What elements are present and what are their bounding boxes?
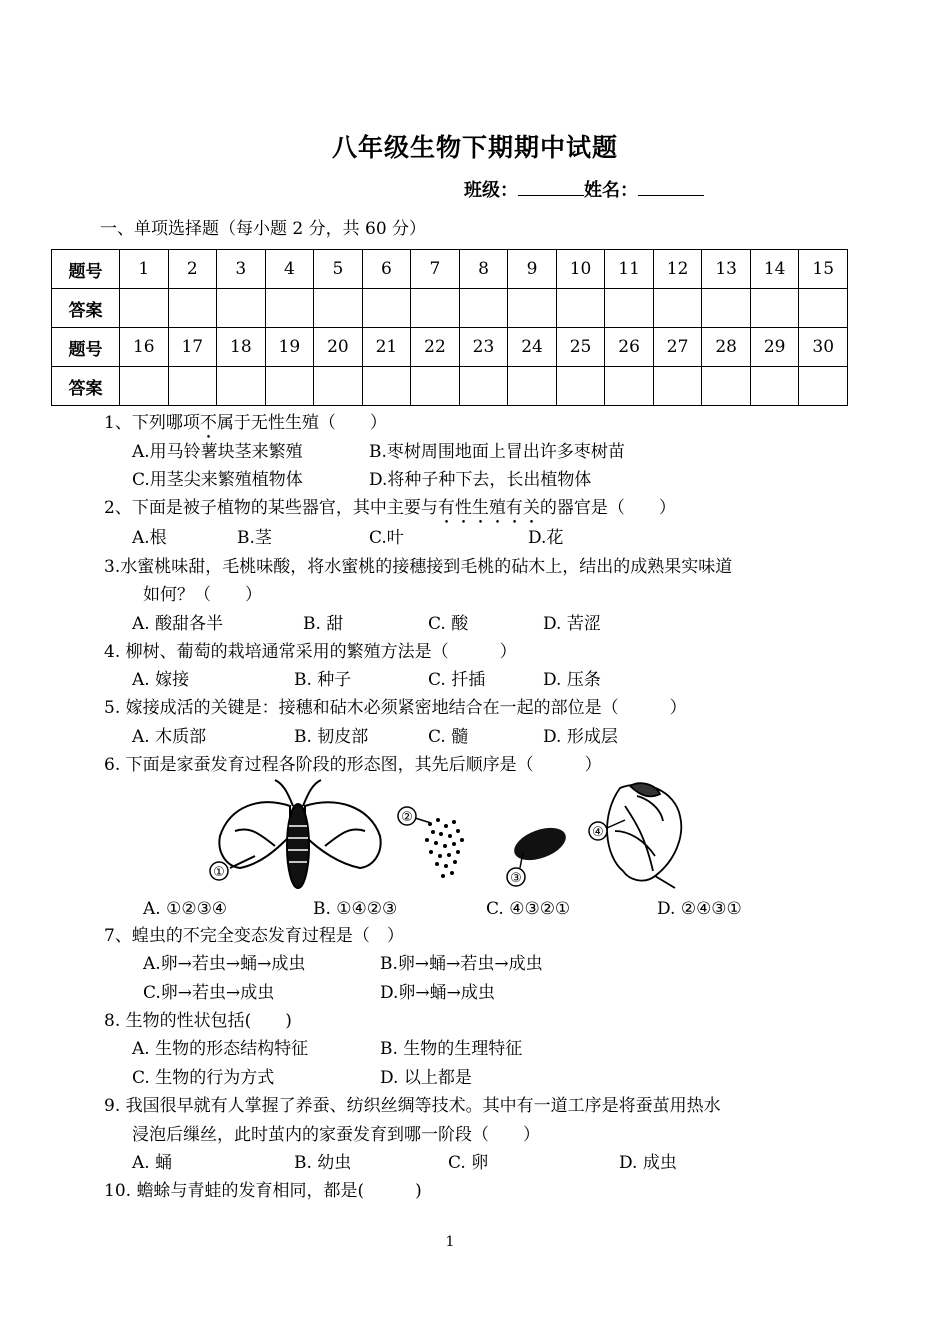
figure-label-4: ④ [592, 825, 604, 840]
question-3-option-d: D. 苦涩 [543, 614, 601, 634]
answer-cell[interactable] [653, 367, 702, 406]
pupa-illustration [510, 822, 570, 868]
answer-cell[interactable] [508, 289, 557, 328]
moth-illustration [219, 780, 380, 888]
question-1-option-d: D.将种子种下去，长出植物体 [369, 470, 592, 490]
table-row-answers-2 [52, 367, 848, 406]
section-heading: 一、单项选择题（每小题 2 分，共 60 分） [100, 219, 427, 239]
question-7-option-b: B.卵→蛹→若虫→成虫 [380, 954, 543, 974]
question-number-cell: 30 [799, 328, 848, 367]
question-number-cell: 2 [168, 250, 217, 289]
name-label: 姓名： [584, 180, 638, 201]
question-2-option-a: A.根 [132, 528, 167, 548]
question-8-stem: 8. 生物的性状包括( ) [104, 1011, 292, 1031]
figure-label-3: ③ [510, 871, 522, 886]
eggs-illustration [425, 818, 464, 878]
question-6-option-c: C. ④③②① [486, 899, 571, 919]
answer-cell[interactable] [799, 367, 848, 406]
row-label-question: 题号 [52, 250, 120, 289]
question-number-cell: 18 [217, 328, 266, 367]
question-1-stem: 1、下列哪项不属于无性生殖（ ） [104, 413, 387, 433]
answer-cell[interactable] [265, 289, 314, 328]
question-number-cell: 1 [120, 250, 169, 289]
answer-cell[interactable] [265, 367, 314, 406]
question-6-option-b: B. ①④②③ [313, 899, 398, 919]
question-number-cell: 23 [459, 328, 508, 367]
silkworm-stages-figure [205, 776, 705, 892]
row-label-answer: 答案 [52, 289, 120, 328]
question-number-cell: 14 [750, 250, 799, 289]
question-5-option-a: A. 木质部 [132, 727, 207, 747]
question-2-option-b: B.茎 [237, 528, 272, 548]
question-7-option-a: A.卵→若虫→蛹→成虫 [143, 954, 306, 974]
class-label: 班级： [464, 180, 518, 201]
answer-cell[interactable] [702, 367, 751, 406]
answer-cell[interactable] [168, 289, 217, 328]
table-row-answers-1 [52, 289, 848, 328]
question-10-stem: 10. 蟾蜍与青蛙的发育相同，都是( ) [104, 1181, 422, 1201]
question-5-option-b: B. 韧皮部 [294, 727, 369, 747]
answer-cell[interactable] [411, 367, 460, 406]
question-2-stem: 2、下面是被子植物的某些器官，其中主要与有性生殖有关的器官是（ ） [104, 498, 676, 518]
question-number-cell: 9 [508, 250, 557, 289]
figure-label-1: ① [213, 865, 225, 880]
question-6-option-a: A. ①②③④ [143, 899, 228, 919]
table-row-numbers-2 [52, 328, 848, 367]
page-number: 1 [445, 1234, 455, 1250]
question-3-stem-line1: 3.水蜜桃味甜，毛桃味酸，将水蜜桃的接穗接到毛桃的砧木上，结出的成熟果实味道 [104, 557, 733, 577]
answer-cell[interactable] [120, 367, 169, 406]
larva-on-leaf-illustration [607, 783, 681, 888]
question-8-option-d: D. 以上都是 [380, 1068, 472, 1088]
answer-cell[interactable] [799, 289, 848, 328]
answer-cell[interactable] [314, 289, 363, 328]
question-1-option-a: A.用马铃薯块茎来繁殖 [132, 442, 303, 462]
question-number-cell: 3 [217, 250, 266, 289]
question-9-option-a: A. 蛹 [132, 1153, 173, 1173]
question-number-cell: 6 [362, 250, 411, 289]
question-3-option-c: C. 酸 [428, 614, 469, 634]
answer-cell[interactable] [750, 367, 799, 406]
question-3-option-b: B. 甜 [303, 614, 344, 634]
page-title: 八年级生物下期期中试题 [331, 133, 618, 162]
question-9-option-b: B. 幼虫 [294, 1153, 352, 1173]
answer-cell[interactable] [605, 289, 654, 328]
answer-cell[interactable] [556, 289, 605, 328]
question-4-option-d: D. 压条 [543, 670, 601, 690]
question-2-option-d: D.花 [528, 528, 564, 548]
question-number-cell: 16 [120, 328, 169, 367]
answer-cell[interactable] [314, 367, 363, 406]
question-6-option-d: D. ②④③① [657, 899, 742, 919]
answer-table [51, 249, 848, 406]
question-number-cell: 21 [362, 328, 411, 367]
answer-cell[interactable] [168, 367, 217, 406]
question-3-option-a: A. 酸甜各半 [132, 614, 224, 634]
question-number-cell: 4 [265, 250, 314, 289]
row-label-answer: 答案 [52, 367, 120, 406]
question-8-option-b: B. 生物的生理特征 [380, 1039, 523, 1059]
answer-cell[interactable] [750, 289, 799, 328]
question-2-option-c: C.叶 [369, 528, 404, 548]
question-9-stem-line1: 9. 我国很早就有人掌握了养蚕、纺织丝绸等技术。其中有一道工序是将蚕茧用热水 [104, 1096, 721, 1116]
name-blank [638, 179, 704, 196]
answer-cell[interactable] [459, 367, 508, 406]
question-number-cell: 5 [314, 250, 363, 289]
question-4-option-b: B. 种子 [294, 670, 352, 690]
answer-cell[interactable] [508, 367, 557, 406]
question-7-stem: 7、蝗虫的不完全变态发育过程是（ ） [104, 926, 404, 946]
answer-cell[interactable] [217, 367, 266, 406]
question-1-option-c: C.用茎尖来繁殖植物体 [132, 470, 303, 490]
class-blank [518, 179, 584, 196]
question-number-cell: 29 [750, 328, 799, 367]
question-number-cell: 10 [556, 250, 605, 289]
figure-label-2: ② [401, 810, 413, 825]
answer-cell[interactable] [653, 289, 702, 328]
question-5-option-c: C. 髓 [428, 727, 469, 747]
question-8-option-c: C. 生物的行为方式 [132, 1068, 275, 1088]
answer-cell[interactable] [702, 289, 751, 328]
question-3-stem-line2: 如何？（ ） [143, 585, 262, 605]
question-8-option-a: A. 生物的形态结构特征 [132, 1039, 309, 1059]
question-5-stem: 5. 嫁接成活的关键是：接穗和砧木必须紧密地结合在一起的部位是（ ） [104, 698, 687, 718]
question-number-cell: 13 [702, 250, 751, 289]
answer-cell[interactable] [217, 289, 266, 328]
class-name-line [464, 176, 704, 202]
question-number-cell: 22 [411, 328, 460, 367]
answer-cell[interactable] [605, 367, 654, 406]
question-4-stem: 4. 柳树、葡萄的栽培通常采用的繁殖方法是（ ） [104, 642, 517, 662]
row-label-question: 题号 [52, 328, 120, 367]
question-number-cell: 7 [411, 250, 460, 289]
answer-cell[interactable] [362, 289, 411, 328]
question-7-option-c: C.卵→若虫→成虫 [143, 983, 275, 1003]
answer-cell[interactable] [120, 289, 169, 328]
question-9-stem-line2: 浸泡后缫丝，此时茧内的家蚕发育到哪一阶段（ ） [132, 1125, 540, 1145]
question-5-option-d: D. 形成层 [543, 727, 618, 747]
question-9-option-c: C. 卵 [448, 1153, 489, 1173]
question-number-cell: 12 [653, 250, 702, 289]
question-number-cell: 28 [702, 328, 751, 367]
question-4-option-a: A. 嫁接 [132, 670, 190, 690]
question-9-option-d: D. 成虫 [619, 1153, 677, 1173]
question-number-cell: 25 [556, 328, 605, 367]
answer-cell[interactable] [556, 367, 605, 406]
question-7-option-d: D.卵→蛹→成虫 [380, 983, 495, 1003]
question-1-option-b: B.枣树周围地面上冒出许多枣树苗 [369, 442, 625, 462]
question-4-option-c: C. 扦插 [428, 670, 486, 690]
answer-cell[interactable] [459, 289, 508, 328]
question-number-cell: 27 [653, 328, 702, 367]
question-number-cell: 19 [265, 328, 314, 367]
question-number-cell: 8 [459, 250, 508, 289]
question-number-cell: 20 [314, 328, 363, 367]
question-number-cell: 11 [605, 250, 654, 289]
question-number-cell: 26 [605, 328, 654, 367]
question-number-cell: 15 [799, 250, 848, 289]
question-6-stem: 6. 下面是家蚕发育过程各阶段的形态图，其先后顺序是（ ） [104, 755, 602, 775]
answer-cell[interactable] [411, 289, 460, 328]
answer-cell[interactable] [362, 367, 411, 406]
question-number-cell: 24 [508, 328, 557, 367]
question-number-cell: 17 [168, 328, 217, 367]
table-row-numbers-1 [52, 250, 848, 289]
